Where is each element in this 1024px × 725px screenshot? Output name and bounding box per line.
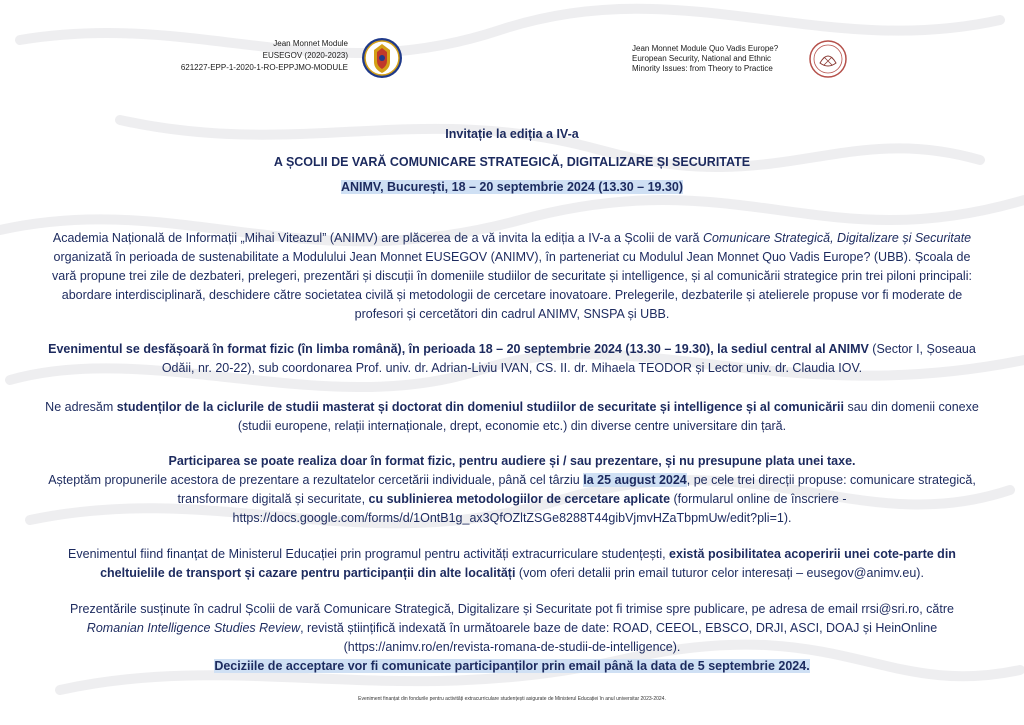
header-right-line3: Minority Issues: from Theory to Practice: [632, 64, 773, 73]
event-format-bold: Evenimentul se desfășoară în format fizic (în limba română), în perioada 18 – 20 septembrie 2024 (13.30 – 19.30), la sediul central al ANIMV: [48, 342, 869, 356]
intro-text-a: Academia Națională de Informații „Mihai Viteazul” (ANIMV) are plăcerea de a vă invita la ediția a IV-a a Școlii de vară: [52, 231, 703, 245]
participation-bold: Participarea se poate realiza doar în format fizic, pentru audiere și / sau prezentare, și nu presupune plata unei taxe.: [168, 454, 856, 468]
invitation-title: Invitație la ediția a IV-a: [445, 127, 579, 141]
deadline-highlight: la 25 august 2024: [583, 473, 687, 487]
funding-text-c: (vom oferi detalii prin email tuturor celor interesați – eusegov@animv.eu).: [515, 566, 924, 580]
header-left-text: [170, 38, 348, 74]
header-right-text: [632, 44, 800, 74]
intro-text-c: organizată în perioada de sustenabilitate a Modulului Jean Monnet EUSEGOV (ANIMV), în parteneriat cu Modulul Jean Monnet Quo Vadis Europe? (UBB). Școala de vară propune trei zile de dezbateri, prelegeri, prezentări și discuții în domeniile studiilor de securitate și intelligence, și al comunicării strategice prin trei piloni principali: abordare interdisciplinară, deschidere către societatea civilă și metodologii de cercetare inovatoare. Prelegerile, dezbaterile și atelierele propuse vor fi moderate de profesori și cercetători din cadrul ANIMV, SNSPA și UBB.: [52, 250, 972, 321]
audience-paragraph: [40, 398, 984, 436]
header-left-line2: EUSEGOV (2020-2023): [262, 51, 348, 60]
publication-paragraph: [40, 600, 984, 676]
publication-text-a: Prezentările susținute în cadrul Școlii de vară Comunicare Strategică, Digitalizare și Securitate pot fi trimise spre publicare, pe adresa de email rrsi@sri.ro, către: [70, 602, 954, 616]
acceptance-notice-bold: Deciziile de acceptare vor fi comunicate participanților prin email până la data de 5 septembrie 2024.: [214, 659, 810, 673]
audience-bold: studenților de la ciclurile de studii masterat și doctorat din domeniul studiilor de securitate și intelligence și al comunicării: [116, 400, 844, 414]
header-right-line1: Jean Monnet Module Quo Vadis Europe?: [632, 44, 779, 53]
publication-text-c: , revistă științifică indexată în următoarele baze de date: ROAD, CEEOL, EBSCO, DRJI, ASCI, DOAJ și HeinOnline (https://animv.ro/en/revista-romana-de-studii-de-intelligence).: [300, 621, 938, 654]
header-left-line3: 621227-EPP-1-2020-1-RO-EPPJMO-MODULE: [180, 63, 348, 72]
event-date-highlight: ANIMV, București, 18 – 20 septembrie 2024 (13.30 – 19.30): [340, 180, 684, 194]
participation-paragraph: [40, 452, 984, 528]
header-left-line1: Jean Monnet Module: [273, 39, 348, 48]
funding-footer: Eveniment finanțat din fondurile pentru activități extracurriculare studențești asigurate de Ministerul Educației în anul universitar 2023-2024.: [358, 696, 666, 702]
journal-name-italic: Romanian Intelligence Studies Review: [86, 621, 301, 635]
quo-vadis-seal-logo: [808, 39, 848, 79]
header-right-line2: European Security, National and Ethnic: [632, 54, 772, 63]
school-name-italic: Comunicare Strategică, Digitalizare și Securitate: [702, 231, 972, 245]
funding-text-a: Evenimentul fiind finanțat de Ministerul Educației prin programul pentru activități extracurriculare studențești,: [68, 547, 670, 561]
event-location-text: (Sector I, Șoseaua Odăii, nr. 20-22), sub coordonarea Prof. univ. dr. Adrian-Liviu IVAN, CS. II. dr. Mihaela TEODOR și Lector univ. dr. Claudia IOV.: [161, 342, 976, 375]
event-format-paragraph: [40, 340, 984, 378]
submission-text-b: Așteptăm propunerile acestora de prezentare a rezultatelor cercetării individuale, până cel târziu: [48, 473, 584, 487]
animv-crest-logo: [360, 36, 404, 80]
form-link-text: (formularul online de înscriere - https://docs.google.com/forms/d/1OntB1g_ax3QfOZltZSGe8288T44gibVjmvHZaTbpmUw/edit?pli=1).: [232, 492, 847, 525]
intro-paragraph: [40, 229, 984, 324]
event-date-location: [40, 180, 984, 194]
summer-school-title: A ȘCOLII DE VARĂ COMUNICARE STRATEGICĂ, DIGITALIZARE ȘI SECURITATE: [273, 155, 751, 169]
funding-bold: există posibilitatea acoperirii unei cote-parte din cheltuielile de transport și cazare pentru participanții din alte localități: [100, 547, 956, 580]
audience-text-c: sau din domenii conexe (studii europene, relații internaționale, drept, economie etc.) din diverse centre universitare din țară.: [237, 400, 979, 433]
audience-text-a: Ne adresăm: [45, 400, 117, 414]
submission-text-d: , pe cele trei direcții propuse: comunicare strategică, transformare digitală și securitate,: [177, 473, 976, 506]
methodology-bold: cu sublinierea metodologiilor de cercetare aplicate: [368, 492, 671, 506]
funding-paragraph: [40, 545, 984, 583]
